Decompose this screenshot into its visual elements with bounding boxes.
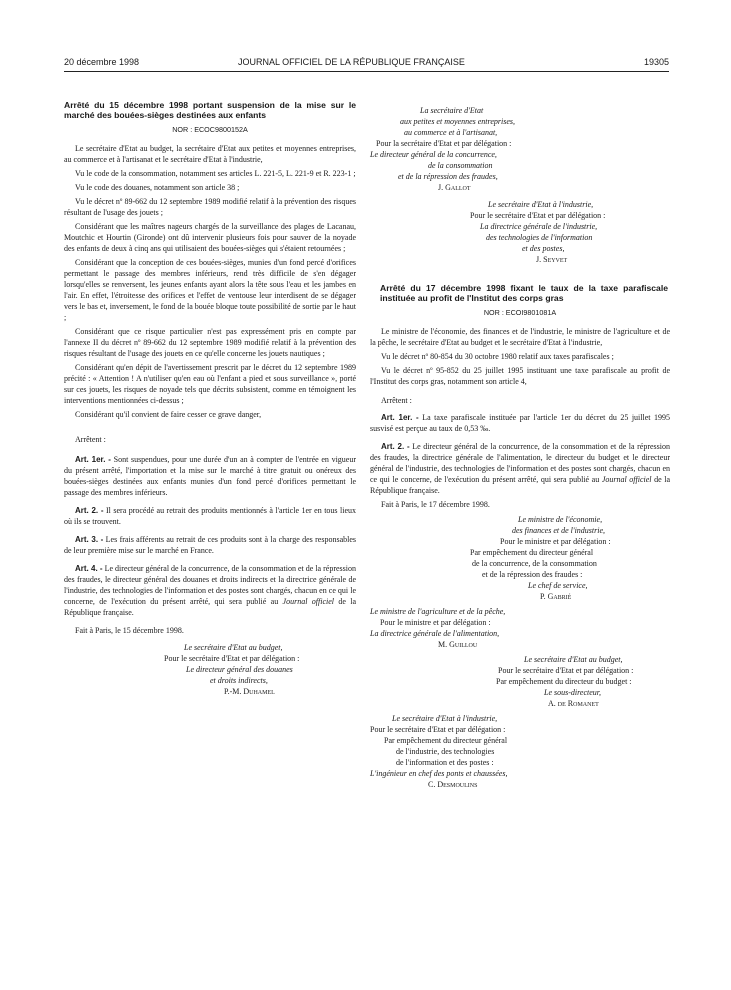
arrete-1-article-3 [64,534,356,556]
article-label: Art. 1er. - [381,413,419,422]
article-text: Le directeur général de la concurrence, de la consommation et de la répression des fraudes, la directrice générale de l'alimentation, le directeur du budget et le directeur général de l'industrie, des technologies de l'information et des postes sont chargés, chacun en ce qui le concerne, de l'exécution du présent arrêté, qui sera publié au [370,442,671,484]
arrete-1-vu-2: Vu le code des douanes, notamment son article 38 ; [75,183,240,192]
right-column [370,105,670,790]
signatory-name: J. Seyvet [536,255,568,264]
impediment-line: Par empêchement du directeur général [384,736,508,745]
arrete-2-article-2 [370,441,670,496]
arrete-2-fait-a: Fait à Paris, le 17 décembre 1998. [381,500,490,509]
signatory-office: La directrice générale de l'industrie, [480,222,598,231]
arrete-1-nor: NOR : ECOC9800152A [172,125,248,134]
arrete-1-considerant-4: Considérant qu'en dépit de l'avertissement prescrit par le décret du 12 septembre 1989 précité : « Attention ! A n'utiliser qu'en eau où l'enfant a pied et sous surveillance », porté sur ces jouets, les risques de noyade tels que décrits subsistent, comme en témoignent les interventions mentionnées ci-dessus ; [64,363,356,405]
signatory-name: P.-M. Duhamel [224,687,275,696]
arrete-2-arretent: Arrêtent : [381,396,412,405]
signatory-title: Le secrétaire d'Etat au budget, [524,655,623,664]
signatory-office-cont: et droits indirects, [210,676,268,685]
arrete-2-title: Arrêté du 17 décembre 1998 fixant le taux de la taxe parafiscale instituée au profit de l'Institut des corps gras [380,283,668,303]
article-label: Art. 2. - [75,506,104,515]
delegation-line: Pour le secrétaire d'Etat et par délégation : [164,654,300,663]
signatory-office-cont: de la consommation [428,161,493,170]
signatory-office-cont: des technologies de l'information [486,233,593,242]
signatory-title: Le secrétaire d'Etat à l'industrie, [488,200,594,209]
delegation-line: Pour le secrétaire d'Etat et par délégation : [498,666,634,675]
signatory-office: Le directeur général de la concurrence, [370,150,497,159]
signatory-office: Le directeur général des douanes [186,665,293,674]
signatory-title-cont: aux petites et moyennes entreprises, [400,117,516,126]
arrete-2-signature-agriculture [370,606,670,650]
signatory-title: Le secrétaire d'Etat au budget, [184,643,283,652]
signatory-office-cont: et des postes, [522,244,565,253]
arrete-1-considerant-1: Considérant que les maîtres nageurs chargés de la surveillance des plages de Lacanau, Moutchic et Hourtin (Gironde) ont dû intervenir plusieurs fois pour sauver de la noyade des enfants de deux à cinq ans qui utilisaient des bouées-sièges qui s'étaient retournées ; [64,222,356,253]
header-date: 20 décembre 1998 [64,57,140,67]
header-page-number: 19305 [643,57,669,67]
arrete-1-title: Arrêté du 15 décembre 1998 portant suspension de la mise sur le marché des bouées-sièges destinées aux enfants [64,100,356,120]
signatory-name: J. Gallot [438,183,471,192]
arrete-1-signature-commerce [370,105,670,193]
article-text-end: de la République française. [64,597,357,617]
arrete-2-signature-budget [370,654,670,709]
delegation-line: Pour le ministre et par délégation : [380,618,491,627]
article-text: Les frais afférents au retrait de ces produits sont à la charge des responsables de leur première mise sur le marché en France. [64,535,357,555]
arrete-2-vu-2: Vu le décret nº 95-852 du 25 juillet 1995 instituant une taxe parafiscale au profit de l'Institut des corps gras, notamment son article 4, [370,366,670,386]
left-column [64,100,356,697]
signatory-office: Le chef de service, [528,581,588,590]
arrete-1-considerant-5: Considérant qu'il convient de faire cesser ce grave danger, [75,410,262,419]
signatory-title: La secrétaire d'Etat [420,106,484,115]
signatory-office: La directrice générale de l'alimentation, [370,629,500,638]
signatory-name: C. Desmoulins [428,780,478,789]
impediment-line-cont: et de la répression des fraudes : [482,570,583,579]
page-header [64,57,669,71]
delegation-line: Pour le ministre et par délégation : [500,537,611,546]
article-text: La taxe parafiscale instituée par l'article 1er du décret du 25 juillet 1995 susvisé est perçue au taux de 0,53 ‰. [370,413,671,433]
arrete-1-vu-3: Vu le décret nº 89-662 du 12 septembre 1989 modifié relatif à la prévention des risques résultant de l'usage des jouets ; [64,197,356,217]
impediment-line: Par empêchement du directeur du budget : [496,677,632,686]
article-label: Art. 1er. - [75,455,111,464]
journal-officiel-ref: Journal officiel [282,597,334,606]
impediment-line-cont: de l'information et des postes : [396,758,494,767]
arrete-1-signature-industrie [370,199,670,265]
arrete-2-intro: Le ministre de l'économie, des finances et de l'industrie, le ministre de l'agriculture et de la pêche, le secrétaire d'Etat au budget et le secrétaire d'Etat à l'industrie, [370,327,670,347]
signatory-office: L'ingénieur en chef des ponts et chaussées, [370,769,508,778]
arrete-1-signature-budget [64,642,356,697]
signatory-name: M. Guillou [438,640,478,649]
impediment-line-cont: de la concurrence, de la consommation [472,559,597,568]
signatory-office-cont: et de la répression des fraudes, [398,172,498,181]
article-text: Il sera procédé au retrait des produits mentionnés à l'article 1er en tous lieux où ils se trouvent. [64,506,357,526]
arrete-1-considerant-2: Considérant que la conception de ces bouées-sièges, munies d'un fond percé d'orifices permettant le passage des membres inférieurs, rend très difficile de s'en dégager lorsqu'elles se renversent, les jeunes enfants ayant alors la tête sous l'eau et les jambes en l'air. En effet, l'étroitesse des orifices et l'effet de ventouse leur interdisent de se dégager vers le bas et, inversement, le fond de la bouée bloque toute possibilité de sortie par le haut ; [64,258,356,322]
impediment-line-cont: de l'industrie, des technologies [396,747,495,756]
article-text: Sont suspendues, pour une durée d'un an à compter de l'entrée en vigueur du présent arrêté, l'importation et la mise sur le marché à titre gratuit ou onéreux des bouées-sièges destinées aux enfants munies d'un fond percé d'orifices permettant le passage des membres inférieurs. [64,455,357,497]
arrete-1-article-1 [64,454,356,498]
arrete-1-intro: Le secrétaire d'Etat au budget, la secrétaire d'Etat aux petites et moyennes entreprises, au commerce et à l'artisanat et le secrétaire d'Etat à l'industrie, [64,144,356,164]
signatory-office: Le sous-directeur, [544,688,602,697]
arrete-2-signature-industrie [370,713,670,790]
signatory-name: A. de Romanet [548,699,599,708]
delegation-line: Pour le secrétaire d'Etat et par délégation : [370,725,506,734]
arrete-1-article-4 [64,563,356,618]
header-rule [64,71,669,72]
header-journal-title: JOURNAL OFFICIEL DE LA RÉPUBLIQUE FRANÇAISE [238,57,465,67]
signatory-name: P. Gabrié [540,592,572,601]
arrete-1-considerant-3: Considérant que ce risque particulier n'est pas expressément pris en compte par l'annexe II du décret nº 89-662 du 12 septembre 1989 modifié relatif à la prévention des risques résultant de l'usage des jouets en ce qu'elle concerne les jouets nautiques ; [64,327,356,358]
arrete-2-vu-1: Vu le décret nº 80-854 du 30 octobre 1980 relatif aux taxes parafiscales ; [381,352,614,361]
article-label: Art. 4. - [75,564,103,573]
article-label: Art. 3. - [75,535,104,544]
arrete-1-vu-1: Vu le code de la consommation, notamment ses articles L. 221-5, L. 221-9 et R. 223-1 ; [75,169,356,178]
arrete-1-article-2 [64,505,356,527]
arrete-2-nor: NOR : ECOI9801081A [483,308,557,317]
arrete-2-signature-economie [370,514,670,602]
signatory-title-cont: des finances et de l'industrie, [512,526,606,535]
signatory-title-cont: au commerce et à l'artisanat, [404,128,498,137]
signatory-title: Le ministre de l'économie, [518,515,603,524]
arrete-2-article-1 [370,412,670,434]
delegation-line: Pour le secrétaire d'Etat et par délégation : [470,211,606,220]
arrete-1-arretent: Arrêtent : [75,435,106,444]
delegation-line: Pour la secrétaire d'Etat et par délégation : [376,139,512,148]
impediment-line: Par empêchement du directeur général [470,548,594,557]
journal-officiel-ref: Journal officiel [601,475,652,484]
arrete-1-fait-a: Fait à Paris, le 15 décembre 1998. [75,626,184,635]
article-label: Art. 2. - [381,442,410,451]
article-text-end: de la République française. [370,475,671,495]
signatory-title: Le secrétaire d'Etat à l'industrie, [392,714,498,723]
signatory-title: Le ministre de l'agriculture et de la pêche, [370,607,506,616]
article-text: Le directeur général de la concurrence, de la consommation et de la répression des fraudes, le directeur général des douanes et droits indirects et la directrice générale de l'industrie, des technologies de l'information et des postes sont chargés, chacun en ce qui le concerne, de l'exécution du présent arrêté, qui sera publié au [64,564,356,606]
